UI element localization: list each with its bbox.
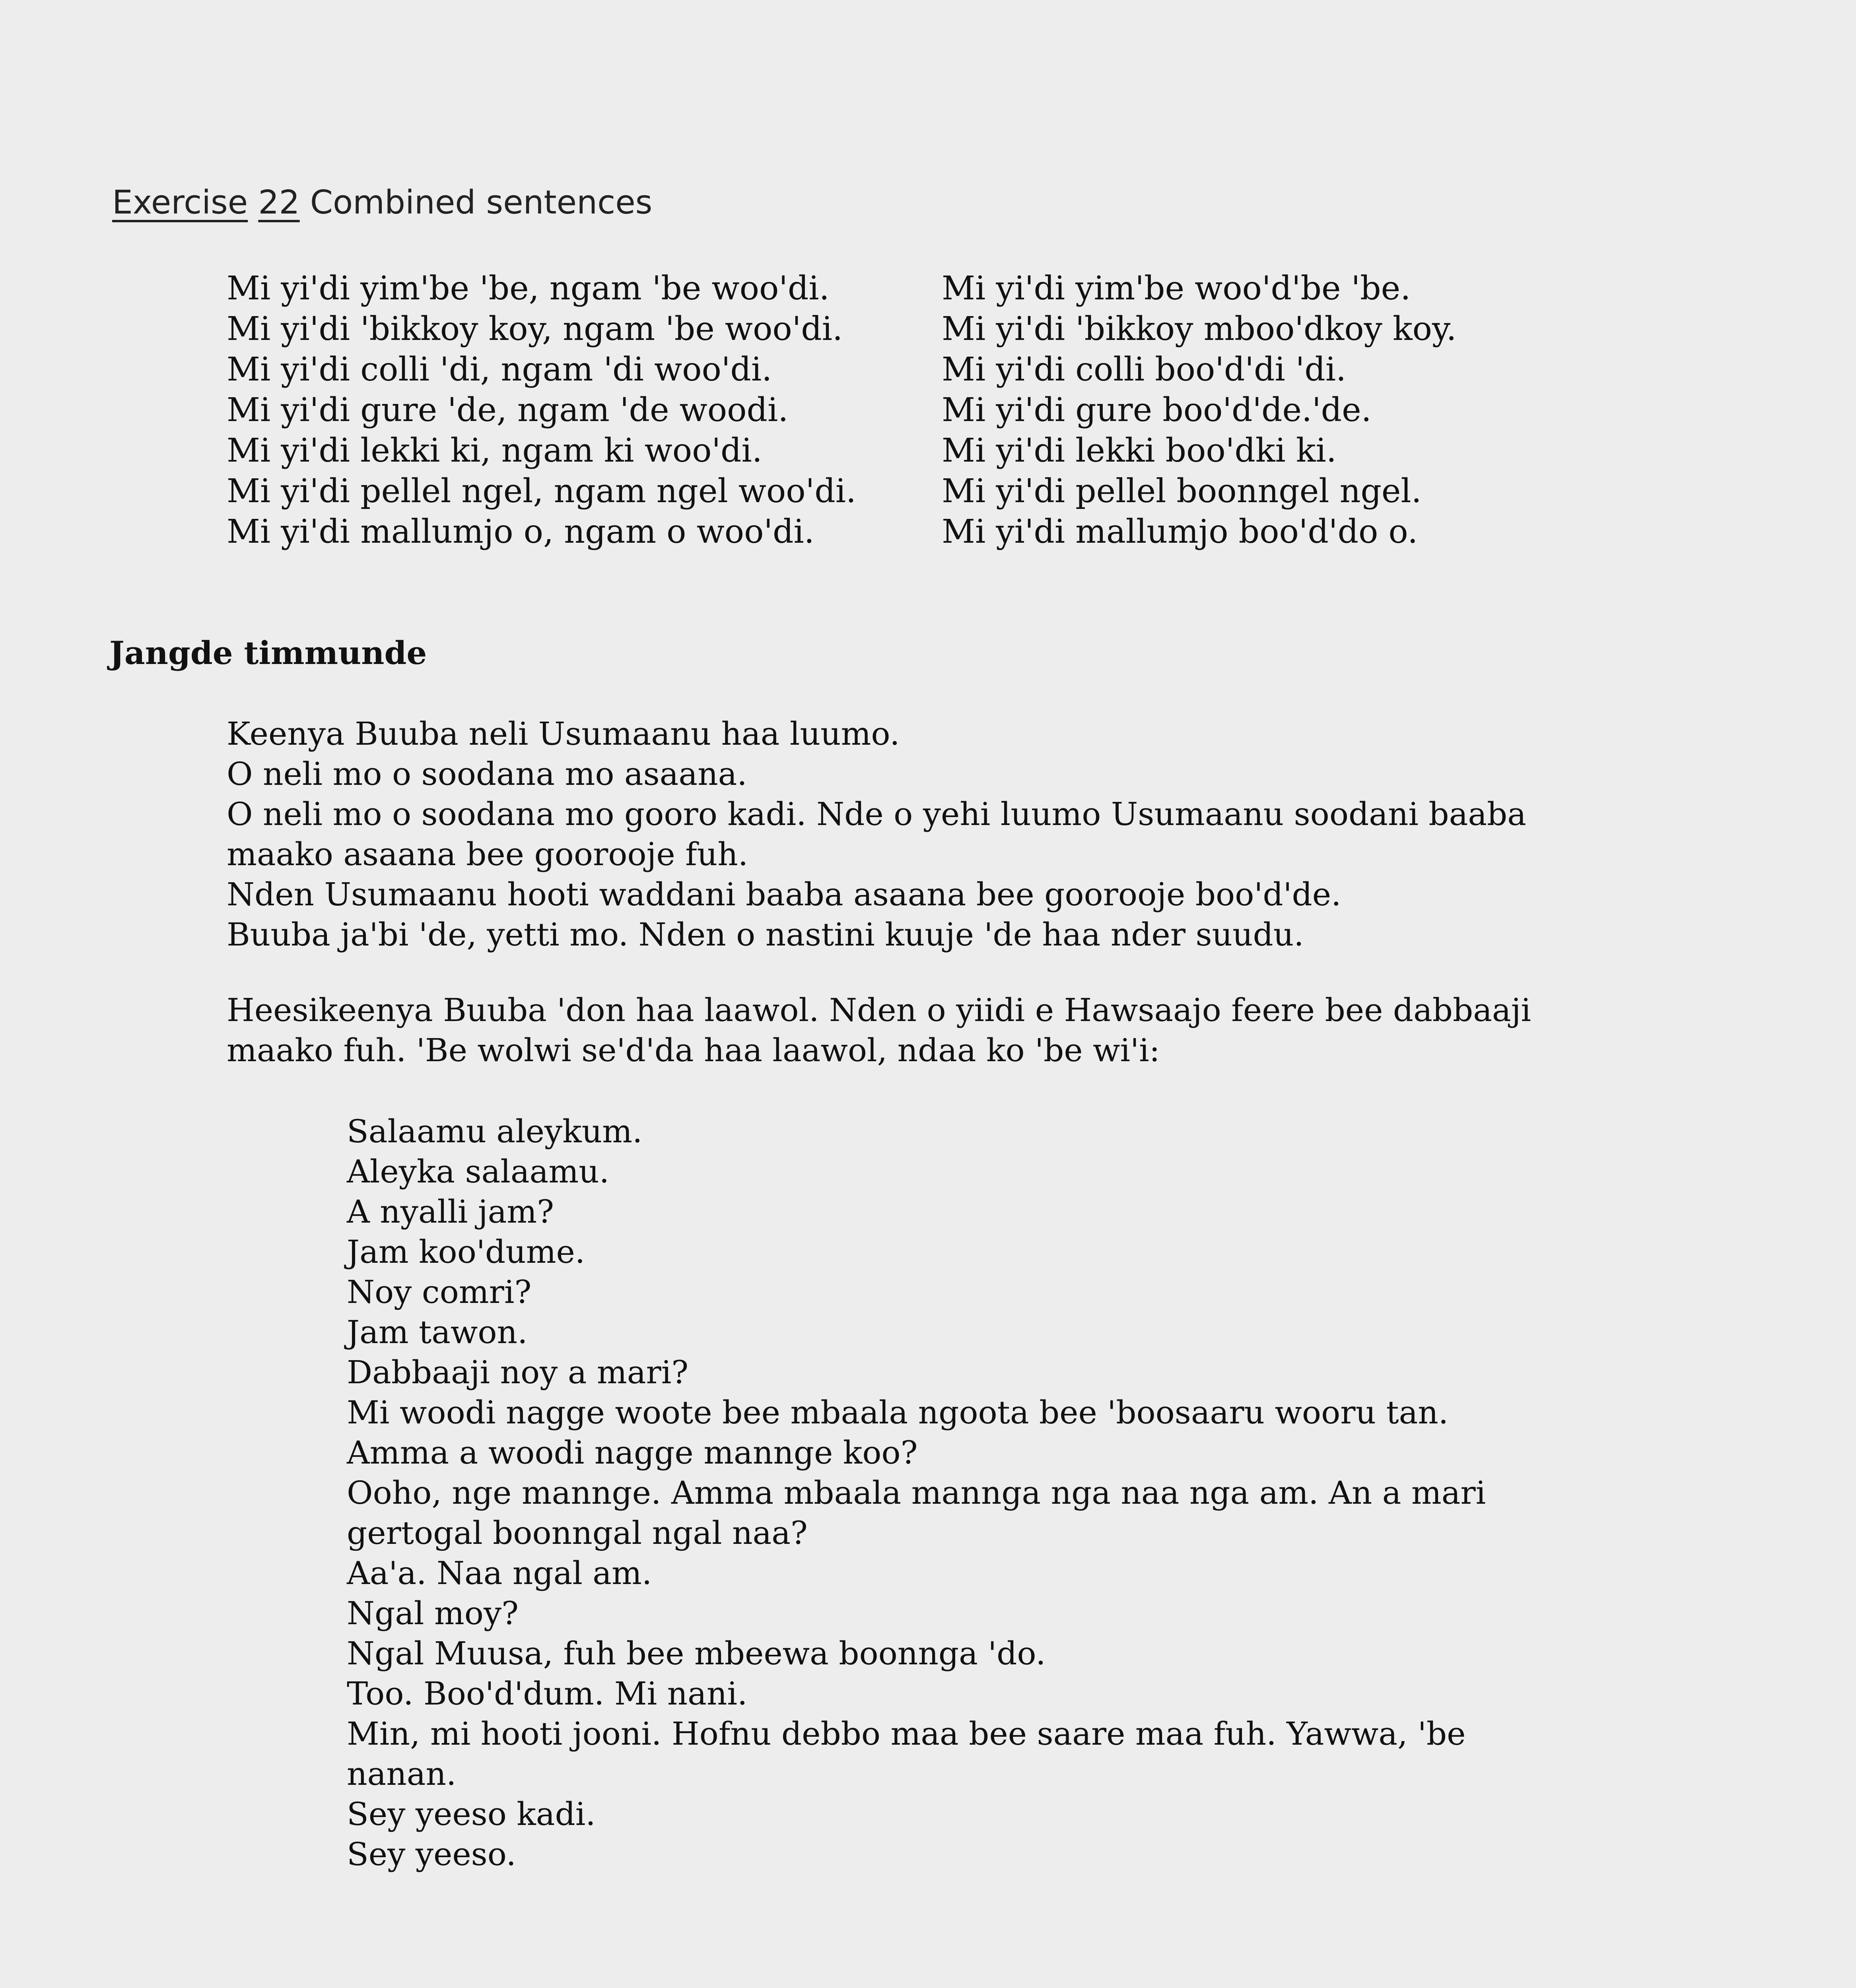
dialogue-line: gertogal boonngal ngal naa? <box>347 1514 808 1551</box>
dialogue-line: A nyalli jam? <box>347 1193 554 1230</box>
left-line: Mi yi'di gure 'de, ngam 'de woodi. <box>227 391 789 429</box>
exercise-header <box>112 184 652 221</box>
dialogue-line: Aleyka salaamu. <box>347 1153 610 1190</box>
story-line: O neli mo o soodana mo gooro kadi. Nde o yehi luumo Usumaanu soodani baaba <box>227 796 1526 833</box>
right-line: Mi yi'di yim'be woo'd'be 'be. <box>942 270 1411 307</box>
left-line: Mi yi'di 'bikkoy koy, ngam 'be woo'di. <box>227 310 843 348</box>
exercise-title: Combined sentences <box>310 184 653 221</box>
right-line: Mi yi'di pellel boonngel ngel. <box>942 472 1422 510</box>
dialogue-line: Ooho, nge mannge. Amma mbaala mannga nga naa nga am. An a mari <box>347 1474 1486 1511</box>
dialogue-line: Too. Boo'd'dum. Mi nani. <box>347 1675 748 1712</box>
dialogue-line: Mi woodi nagge woote bee mbaala ngoota bee 'boosaaru wooru tan. <box>347 1394 1449 1431</box>
story-line: Buuba ja'bi 'de, yetti mo. Nden o nastini kuuje 'de haa nder suudu. <box>227 916 1304 953</box>
dialogue-line: Sey yeeso kadi. <box>347 1796 596 1833</box>
section-title: Jangde timmunde <box>109 634 427 672</box>
dialogue-line: Noy comri? <box>347 1274 532 1310</box>
dialogue-line: Salaamu aleykum. <box>347 1113 643 1150</box>
dialogue-line: Jam tawon. <box>347 1314 528 1351</box>
dialogue-line: Ngal Muusa, fuh bee mbeewa boonnga 'do. <box>347 1635 1046 1672</box>
left-column <box>227 268 856 552</box>
story-line: Nden Usumaanu hooti waddani baaba asaana bee goorooje boo'd'de. <box>227 876 1341 913</box>
left-line: Mi yi'di lekki ki, ngam ki woo'di. <box>227 432 762 470</box>
left-line: Mi yi'di mallumjo o, ngam o woo'di. <box>227 513 814 551</box>
dialogue <box>347 1111 1659 1874</box>
dialogue-line: Min, mi hooti jooni. Hofnu debbo maa bee saare maa fuh. Yawwa, 'be <box>347 1715 1466 1752</box>
right-line: Mi yi'di 'bikkoy mboo'dkoy koy. <box>942 310 1457 348</box>
dialogue-line: Sey yeeso. <box>347 1836 516 1873</box>
story-line: Keenya Buuba neli Usumaanu haa luumo. <box>227 715 900 752</box>
right-line: Mi yi'di mallumjo boo'd'do o. <box>942 513 1418 551</box>
right-column <box>942 268 1457 552</box>
story-line: Heesikeenya Buuba 'don haa laawol. Nden o yiidi e Hawsaajo feere bee dabbaaji <box>227 992 1531 1029</box>
story-line: maako asaana bee goorooje fuh. <box>227 836 748 873</box>
dialogue-line: Ngal moy? <box>347 1595 519 1632</box>
left-line: Mi yi'di pellel ngel, ngam ngel woo'di. <box>227 472 856 510</box>
dialogue-line: Amma a woodi nagge mannge koo? <box>347 1434 918 1471</box>
right-line: Mi yi'di colli boo'd'di 'di. <box>942 351 1347 388</box>
dialogue-line: Dabbaaji noy a mari? <box>347 1354 689 1391</box>
dialogue-line: Aa'a. Naa ngal am. <box>347 1555 652 1592</box>
story-line: maako fuh. 'Be wolwi se'd'da haa laawol, ndaa ko 'be wi'i: <box>227 1032 1160 1069</box>
dialogue-line: Jam koo'dume. <box>347 1233 585 1270</box>
right-line: Mi yi'di lekki boo'dki ki. <box>942 432 1337 470</box>
left-line: Mi yi'di yim'be 'be, ngam 'be woo'di. <box>227 270 830 307</box>
right-line: Mi yi'di gure boo'd'de.'de. <box>942 391 1372 429</box>
story-line: O neli mo o soodana mo asaana. <box>227 755 747 792</box>
story-paragraph-2 <box>227 990 1666 1070</box>
exercise-label: Exercise <box>112 184 248 221</box>
exercise-number: 22 <box>258 184 300 221</box>
story-paragraph-1 <box>227 714 1666 955</box>
dialogue-line: nanan. <box>347 1755 457 1792</box>
left-line: Mi yi'di colli 'di, ngam 'di woo'di. <box>227 351 772 388</box>
